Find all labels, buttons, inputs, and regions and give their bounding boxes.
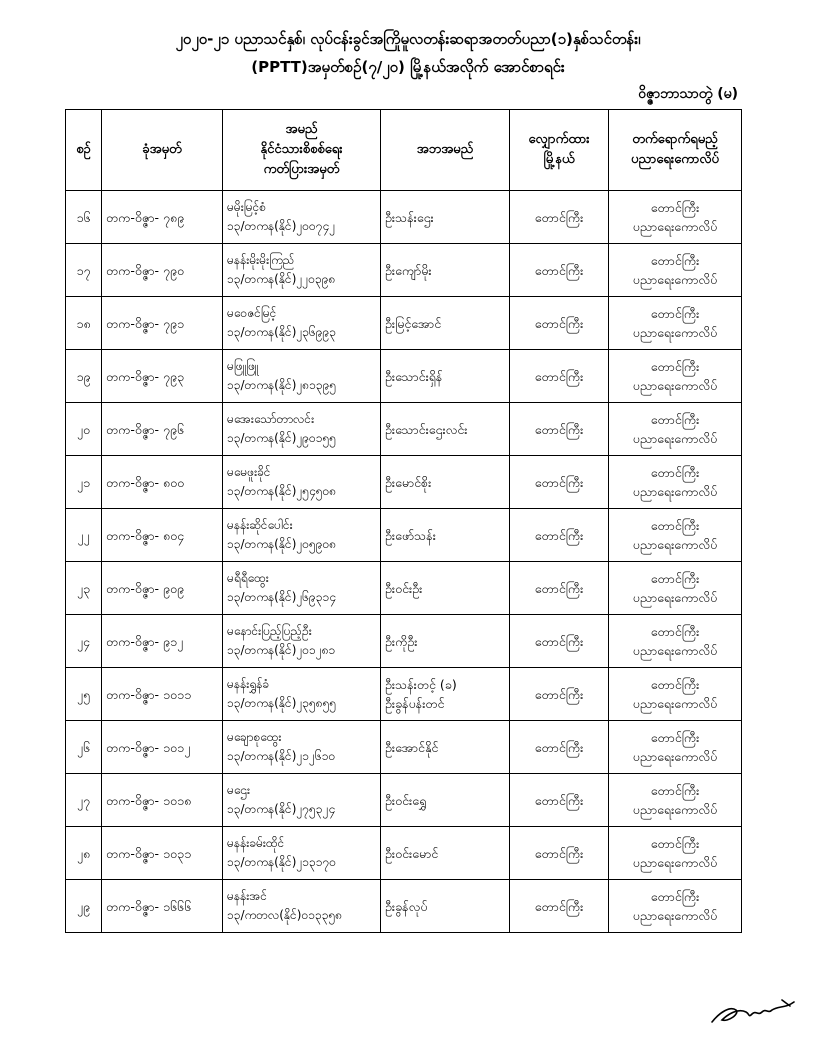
township-cell: [510, 880, 609, 933]
serial-cell-text: ၂၉: [76, 898, 91, 914]
college-cell-text: တောင်ကြီး: [650, 200, 700, 215]
township-cell: [510, 244, 609, 297]
name-nrc-cell: [223, 827, 381, 880]
township-cell-text: တောင်ကြီး: [534, 315, 584, 331]
college-cell-text: ပညာရေးကောလိပ်: [632, 855, 718, 870]
college-cell-text: တောင်ကြီး: [650, 412, 700, 427]
serial-cell-text: ၂၈: [76, 845, 91, 861]
college-cell-text: ပညာရေးကောလိပ်: [632, 431, 718, 446]
name-nrc-cell-text: မနောင်းပြည့်ပြည့်ဦး: [227, 624, 312, 638]
township-cell: [510, 350, 609, 403]
name-nrc-cell: [223, 880, 381, 933]
college-cell: [609, 244, 742, 297]
township-cell-text: တောင်ကြီး: [534, 792, 584, 808]
college-cell-text: တောင်ကြီး: [650, 465, 700, 480]
township-cell-text: တောင်ကြီး: [534, 421, 584, 437]
name-nrc-cell: [223, 244, 381, 297]
header-father-name-line: အဘအမည်: [416, 142, 474, 157]
township-cell: [510, 191, 609, 244]
table-row: [66, 456, 742, 509]
college-cell: [609, 403, 742, 456]
township-cell: [510, 774, 609, 827]
name-nrc-cell: [223, 668, 381, 721]
name-nrc-cell-text: မနန်းရွှန်ခံ: [227, 677, 270, 691]
father-name-cell-text: ဦးကိုဦး: [385, 633, 418, 649]
roll-number-cell: [102, 721, 223, 774]
college-cell-text: ပညာရေးကောလိပ်: [632, 484, 718, 499]
name-nrc-cell-text: မမေဖူးခိုင်: [227, 465, 271, 479]
table-row: [66, 827, 742, 880]
results-table: [65, 109, 742, 933]
father-name-cell-text: ဦးမြင့်အောင်: [385, 315, 442, 331]
serial-cell: [66, 191, 102, 244]
roll-number-cell-text: တက-ဝိဇ္ဇာ- ၁၆၆၆: [106, 898, 192, 914]
township-cell-text: တောင်ကြီး: [534, 739, 584, 755]
roll-number-cell-text: တက-ဝိဇ္ဇာ- ၈၀၀: [106, 474, 185, 490]
name-nrc-cell-text: ၁၃/တကန(နိုင်)၂၀၅၉၀၈: [227, 537, 337, 551]
college-cell-text: တောင်ကြီး: [650, 783, 700, 798]
serial-cell: [66, 721, 102, 774]
roll-number-cell: [102, 297, 223, 350]
father-name-cell-text: ဦးခွန်ပန်းတင်: [385, 696, 445, 711]
college-cell-text: တောင်ကြီး: [650, 359, 700, 374]
name-nrc-cell-text: မနန်းခမ်းထိုင်: [227, 836, 285, 850]
table-row: [66, 297, 742, 350]
roll-number-cell: [102, 827, 223, 880]
serial-cell-text: ၂၆: [76, 739, 91, 755]
document-title: ၂၀၂၀-၂၁ ပညာသင်နှစ်၊ လုပ်ငန်းခွင်အကြိုမူလတန်းဆရာအတတ်ပညာ(၁)နှစ်သင်တန်း၊: [175, 30, 641, 48]
name-nrc-cell-text: မဌေး: [227, 783, 251, 797]
serial-cell: [66, 350, 102, 403]
college-cell: [609, 827, 742, 880]
roll-number-cell: [102, 456, 223, 509]
township-cell-text: တောင်ကြီး: [534, 898, 584, 914]
township-cell-text: တောင်ကြီး: [534, 686, 584, 702]
serial-cell: [66, 880, 102, 933]
township-cell-text: တောင်ကြီး: [534, 845, 584, 861]
college-cell: [609, 880, 742, 933]
header-township-line: မြို့နယ်: [543, 152, 575, 167]
college-cell-text: တောင်ကြီး: [650, 730, 700, 745]
serial-cell: [66, 668, 102, 721]
township-cell-text: တောင်ကြီး: [534, 209, 584, 225]
father-name-cell-text: ဦးသန်းဌေး: [385, 209, 434, 225]
table-body: [66, 191, 742, 933]
father-name-cell: [381, 509, 510, 562]
father-name-cell: [381, 350, 510, 403]
name-nrc-cell-text: ၁၃/တကန(နိုင်)၂၈၁၃၉၅: [227, 378, 337, 392]
college-cell: [609, 191, 742, 244]
roll-number-cell-text: တက-ဝိဇ္ဇာ- ၇၉၁: [106, 315, 185, 331]
college-cell: [609, 562, 742, 615]
serial-cell-text: ၁၆: [76, 209, 91, 225]
father-name-cell-text: ဦးဝင်းမောင်: [385, 845, 439, 861]
name-nrc-cell-text: မနန်းမိုးမိုးကြည်: [227, 253, 295, 267]
serial-cell-text: ၁၉: [76, 368, 91, 384]
roll-number-cell: [102, 191, 223, 244]
header-township: [510, 110, 609, 191]
township-cell: [510, 456, 609, 509]
name-nrc-cell-text: မနန်းအင်: [227, 889, 267, 903]
college-cell-text: တောင်ကြီး: [650, 836, 700, 851]
college-cell-text: ပညာရေးကောလိပ်: [632, 378, 718, 393]
header-college-line: တက်ရောက်ရမည့်: [632, 132, 718, 147]
college-cell: [609, 668, 742, 721]
roll-number-cell: [102, 668, 223, 721]
father-name-cell: [381, 880, 510, 933]
college-cell-text: ပညာရေးကောလိပ်: [632, 219, 718, 234]
header-township-line: လျှောက်ထား: [528, 132, 590, 147]
father-name-cell-text: ဦးအောင်နိုင်: [385, 739, 439, 755]
college-cell-text: ပညာရေးကောလိပ်: [632, 590, 718, 605]
name-nrc-cell: [223, 774, 381, 827]
roll-number-cell: [102, 509, 223, 562]
header-roll-number-line: ခုံအမှတ်: [142, 142, 182, 157]
father-name-cell-text: ဦးဖော်သန်း: [385, 527, 436, 543]
roll-number-cell-text: တက-ဝိဇ္ဇာ- ၁၀၁၁: [106, 686, 192, 702]
father-name-cell: [381, 562, 510, 615]
name-nrc-cell-text: ၁၃/တကန(နိုင်)၂၂၀၃၉၈: [227, 272, 336, 286]
father-name-cell-text: ဦးမောင်စိုး: [385, 474, 432, 490]
header-serial-line: စဉ်: [76, 142, 91, 157]
father-name-cell: [381, 297, 510, 350]
name-nrc-cell-text: ၁၃/တကန(နိုင်)၂၇၅၃၂၄: [227, 802, 336, 816]
name-nrc-cell-text: ၁၃/တကန(နိုင်)၂၅၄၅၀၈: [227, 484, 337, 498]
father-name-cell-text: ဦးသောင်းဌေးလင်း: [385, 421, 468, 437]
header-roll-number: [102, 110, 223, 191]
header-father-name: [381, 110, 510, 191]
college-cell-text: တောင်ကြီး: [650, 571, 700, 586]
father-name-cell-text: ဦးသန်းတင့် (ခ): [385, 677, 457, 692]
name-nrc-cell-text: မမိုးမြင့်စံ: [227, 200, 267, 214]
name-nrc-cell-text: ၁၃/တကန(နိုင်)၂၀၁၂၈၁: [227, 643, 336, 657]
serial-cell: [66, 827, 102, 880]
name-nrc-cell-text: ၁၃/တကန(နိုင်)၂၁၃၁၇၀: [227, 855, 337, 869]
roll-number-cell-text: တက-ဝိဇ္ဇာ- ၈၀၄: [106, 527, 185, 543]
father-name-cell-text: ဦးကျော်မိုး: [385, 262, 432, 278]
township-cell: [510, 509, 609, 562]
college-cell-text: ပညာရေးကောလိပ်: [632, 643, 718, 658]
serial-cell: [66, 774, 102, 827]
roll-number-cell-text: တက-ဝိဇ္ဇာ- ၉၀၉: [106, 580, 185, 596]
header-college: [609, 110, 742, 191]
serial-cell: [66, 456, 102, 509]
serial-cell: [66, 403, 102, 456]
township-cell: [510, 668, 609, 721]
father-name-cell: [381, 668, 510, 721]
table-row: [66, 403, 742, 456]
roll-number-cell: [102, 880, 223, 933]
college-cell: [609, 774, 742, 827]
table-row: [66, 668, 742, 721]
serial-cell-text: ၂၇: [76, 792, 91, 808]
name-nrc-cell-text: မအေးသော်တာလင်း: [227, 412, 315, 426]
name-nrc-cell: [223, 191, 381, 244]
township-cell: [510, 827, 609, 880]
township-cell: [510, 297, 609, 350]
roll-number-cell-text: တက-ဝိဇ္ဇာ- ၇၉၀: [106, 262, 185, 278]
name-nrc-cell-text: ၁၃/တကန(နိုင်)၂၆၉၃၁၄: [227, 590, 337, 604]
name-nrc-cell-text: ၁၃/တကန(နိုင်)၂၃၅၈၅၅: [227, 696, 337, 710]
name-nrc-cell: [223, 403, 381, 456]
serial-cell: [66, 509, 102, 562]
table-row: [66, 880, 742, 933]
serial-cell: [66, 562, 102, 615]
name-nrc-cell: [223, 297, 381, 350]
header-name-nrc-line: ကတ်ပြားအမှတ်: [263, 162, 340, 177]
serial-cell-text: ၁၈: [76, 315, 91, 331]
serial-cell-text: ၂၄: [76, 633, 91, 649]
table-row: [66, 721, 742, 774]
township-cell: [510, 403, 609, 456]
table-row: [66, 774, 742, 827]
name-nrc-cell: [223, 721, 381, 774]
serial-cell-text: ၂၂: [77, 527, 90, 543]
header-college-line: ပညာရေးကောလိပ်: [631, 152, 719, 167]
header-name-nrc-line: နိုင်ငံသားစိစစ်ရေး: [260, 142, 343, 157]
serial-cell-text: ၂၁: [76, 474, 91, 490]
name-nrc-cell-text: ၁၃/တကန(နိုင်)၂၁၂၆၁၀: [227, 749, 336, 763]
roll-number-cell-text: တက-ဝိဇ္ဇာ- ၁၀၃၁: [106, 845, 192, 861]
township-cell: [510, 721, 609, 774]
serial-cell-text: ၂၅: [76, 686, 91, 702]
township-cell: [510, 562, 609, 615]
name-nrc-cell: [223, 562, 381, 615]
subject-combination: ဝိဇ္ဇာဘာသာတွဲ (မ): [638, 86, 738, 102]
roll-number-cell-text: တက-ဝိဇ္ဇာ- ၉၁၂: [106, 633, 184, 649]
college-cell-text: တောင်ကြီး: [650, 889, 700, 904]
name-nrc-cell-text: မနန်းဆိုင်ပေါင်း: [227, 518, 293, 532]
college-cell-text: ပညာရေးကောလိပ်: [632, 272, 718, 287]
college-cell-text: တောင်ကြီး: [650, 306, 700, 321]
college-cell-text: တောင်ကြီး: [650, 624, 700, 639]
father-name-cell: [381, 244, 510, 297]
college-cell: [609, 509, 742, 562]
signature: [708, 992, 798, 1032]
father-name-cell-text: ဦးသောင်းရှိန်: [385, 368, 443, 384]
college-cell: [609, 615, 742, 668]
roll-number-cell-text: တက-ဝိဇ္ဇာ- ၇၈၉: [106, 209, 185, 225]
table-row: [66, 244, 742, 297]
township-cell-text: တောင်ကြီး: [534, 633, 584, 649]
table-row: [66, 350, 742, 403]
serial-cell: [66, 615, 102, 668]
table-row: [66, 509, 742, 562]
name-nrc-cell-text: ၁၃/တကန(နိုင်)၂၉၀၁၅၅: [227, 431, 337, 445]
roll-number-cell-text: တက-ဝိဇ္ဇာ- ၁၀၁၈: [106, 792, 192, 808]
document-subtitle: (PPTT)အမှတ်စဉ်(၇/၂၀) မြို့နယ်အလိုက် အောင်စာရင်း: [251, 58, 565, 76]
name-nrc-cell-text: မချောစုထွေး: [227, 730, 282, 744]
name-nrc-cell-text: မရီရီထွေး: [227, 571, 269, 585]
header-serial: [66, 110, 102, 191]
name-nrc-cell-text: ၁၃/တကန(နိုင်)၂၃၆၉၉၃: [227, 325, 337, 339]
roll-number-cell-text: တက-ဝိဇ္ဇာ- ၇၉၃: [106, 368, 185, 384]
township-cell-text: တောင်ကြီး: [534, 368, 584, 384]
college-cell-text: ပညာရေးကောလိပ်: [632, 325, 718, 340]
roll-number-cell: [102, 350, 223, 403]
roll-number-cell: [102, 244, 223, 297]
college-cell-text: တောင်ကြီး: [650, 518, 700, 533]
name-nrc-cell: [223, 350, 381, 403]
table-row: [66, 191, 742, 244]
serial-cell-text: ၂၀: [76, 421, 91, 437]
college-cell: [609, 721, 742, 774]
name-nrc-cell: [223, 615, 381, 668]
father-name-cell: [381, 191, 510, 244]
township-cell-text: တောင်ကြီး: [534, 527, 584, 543]
roll-number-cell: [102, 774, 223, 827]
college-cell: [609, 456, 742, 509]
father-name-cell: [381, 615, 510, 668]
header-name-nrc-line: အမည်: [285, 122, 318, 137]
name-nrc-cell-text: ၁၃/ကတလ(နိုင်)၀၁၃၃၅၈: [227, 908, 343, 922]
roll-number-cell-text: တက-ဝိဇ္ဇာ- ၇၉၆: [106, 421, 185, 437]
college-cell: [609, 297, 742, 350]
name-nrc-cell-text: မဖြူဖြူ: [227, 359, 259, 373]
college-cell-text: ပညာရေးကောလိပ်: [632, 802, 718, 817]
college-cell-text: ပညာရေးကောလိပ်: [632, 749, 718, 764]
college-cell-text: တောင်ကြီး: [650, 253, 700, 268]
father-name-cell: [381, 403, 510, 456]
township-cell-text: တောင်ကြီး: [534, 262, 584, 278]
roll-number-cell-text: တက-ဝိဇ္ဇာ- ၁၀၁၂: [106, 739, 191, 755]
father-name-cell: [381, 456, 510, 509]
roll-number-cell: [102, 562, 223, 615]
college-cell-text: ပညာရေးကောလိပ်: [632, 696, 718, 711]
roll-number-cell: [102, 403, 223, 456]
township-cell-text: တောင်ကြီး: [534, 474, 584, 490]
table-header-row: [66, 110, 742, 191]
father-name-cell: [381, 827, 510, 880]
college-cell-text: ပညာရေးကောလိပ်: [632, 537, 718, 552]
name-nrc-cell: [223, 509, 381, 562]
college-cell-text: ပညာရေးကောလိပ်: [632, 908, 718, 923]
serial-cell-text: ၂၃: [76, 580, 91, 596]
name-nrc-cell: [223, 456, 381, 509]
township-cell: [510, 615, 609, 668]
father-name-cell: [381, 721, 510, 774]
father-name-cell: [381, 774, 510, 827]
college-cell-text: တောင်ကြီး: [650, 677, 700, 692]
father-name-cell-text: ဦးဝင်းရွှေ: [385, 792, 427, 808]
name-nrc-cell-text: ၁၃/တကန(နိုင်)၂၀၀၇၄၂: [227, 219, 336, 233]
serial-cell-text: ၁၇: [76, 262, 91, 278]
father-name-cell-text: ဦးခွန်လုပ်: [385, 898, 428, 914]
header-name-nrc: [223, 110, 381, 191]
name-nrc-cell-text: မဝေဇင်မြင့်: [227, 306, 277, 320]
serial-cell: [66, 297, 102, 350]
college-cell: [609, 350, 742, 403]
table-row: [66, 562, 742, 615]
township-cell-text: တောင်ကြီး: [534, 580, 584, 596]
table-row: [66, 615, 742, 668]
roll-number-cell: [102, 615, 223, 668]
father-name-cell-text: ဦးဝင်းဦး: [385, 580, 423, 596]
serial-cell: [66, 244, 102, 297]
